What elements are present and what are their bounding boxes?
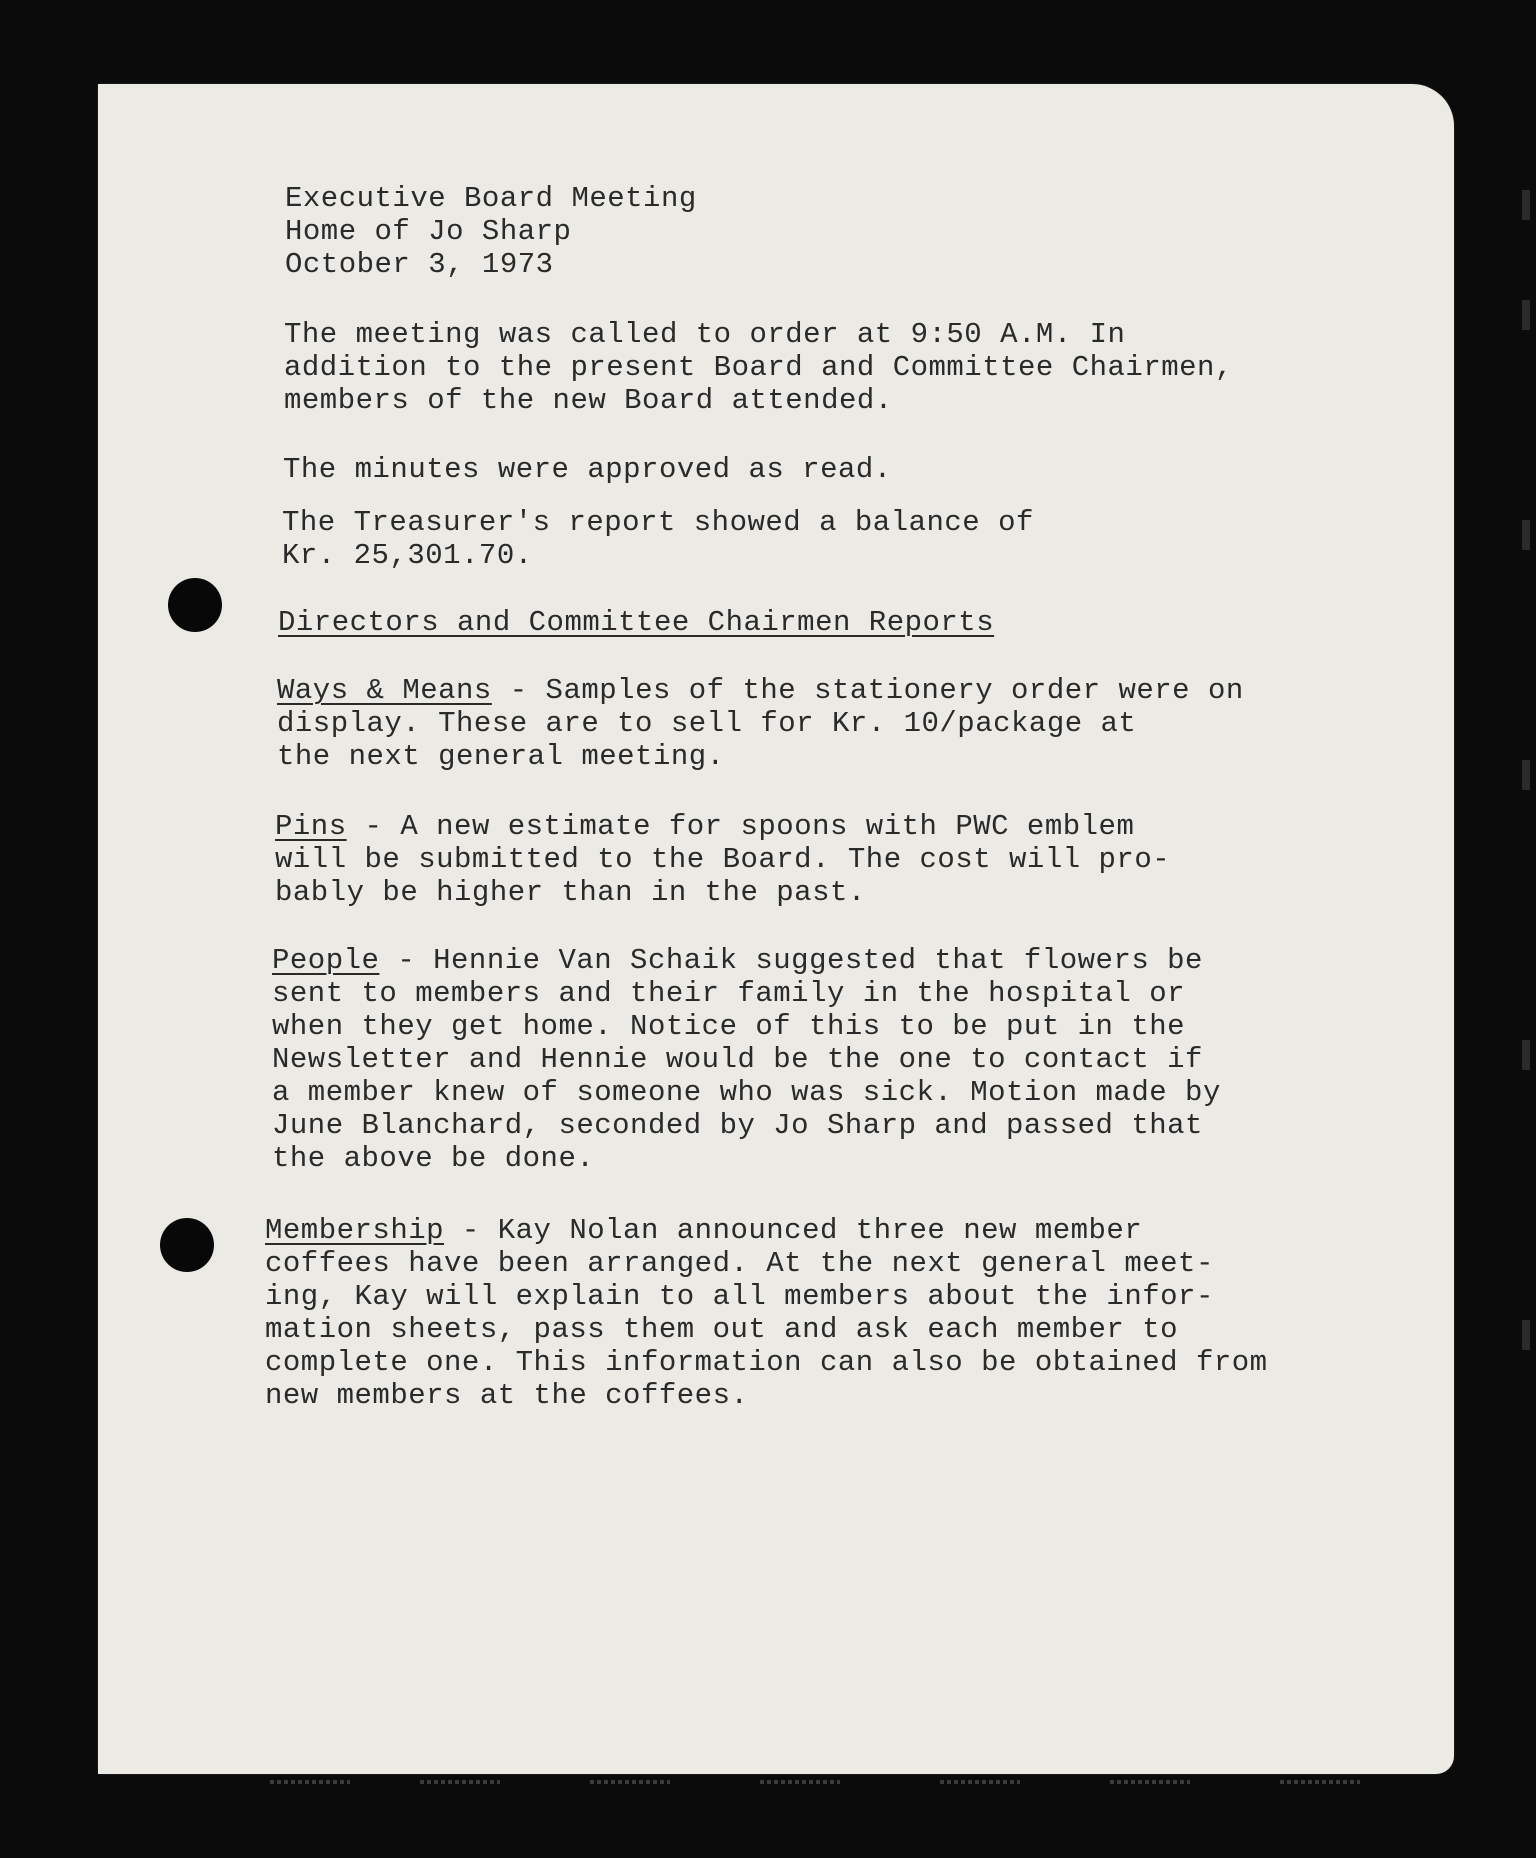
text-line: Kr. 25,301.70. bbox=[282, 539, 533, 572]
text-line: addition to the present Board and Committee Chairmen, bbox=[284, 351, 1233, 384]
edge-mark bbox=[1522, 1040, 1530, 1070]
text-line: when they get home. Notice of this to be put in the bbox=[272, 1010, 1186, 1043]
text-line: complete one. This information can also be obtained from bbox=[265, 1346, 1268, 1379]
meeting-date: October 3, 1973 bbox=[285, 248, 554, 281]
meeting-location: Home of Jo Sharp bbox=[285, 215, 572, 248]
section-heading: Directors and Committee Chairmen Reports bbox=[278, 606, 995, 639]
binder-mark bbox=[270, 1780, 350, 1784]
text-line: The meeting was called to order at 9:50 A.M. In bbox=[284, 318, 1126, 351]
text-line: display. These are to sell for Kr. 10/package at bbox=[277, 707, 1137, 740]
text-line: bably be higher than in the past. bbox=[275, 876, 866, 909]
edge-mark bbox=[1522, 190, 1530, 220]
binder-mark bbox=[1280, 1780, 1360, 1784]
text-line: the next general meeting. bbox=[277, 740, 725, 773]
text-line: sent to members and their family in the hospital or bbox=[272, 977, 1186, 1010]
text-line: June Blanchard, seconded by Jo Sharp and passed that bbox=[272, 1109, 1203, 1142]
text-line: ing, Kay will explain to all members about the infor- bbox=[265, 1280, 1214, 1313]
binder-mark bbox=[420, 1780, 500, 1784]
text-line: - Hennie Van Schaik suggested that flowers be bbox=[379, 944, 1203, 977]
pins-section bbox=[275, 810, 1170, 909]
subsection-title: Membership bbox=[265, 1214, 445, 1247]
membership-section bbox=[265, 1214, 1268, 1412]
punch-hole-bottom bbox=[160, 1218, 214, 1272]
text-line: new members at the coffees. bbox=[265, 1379, 749, 1412]
edge-mark bbox=[1522, 520, 1530, 550]
subsection-title: Pins bbox=[275, 810, 347, 843]
edge-mark bbox=[1522, 760, 1530, 790]
text-line: - A new estimate for spoons with PWC emblem bbox=[346, 810, 1135, 843]
treasurer-paragraph bbox=[282, 506, 1034, 572]
binder-mark bbox=[940, 1780, 1020, 1784]
opening-paragraph bbox=[284, 318, 1233, 417]
text-line: mation sheets, pass them out and ask each member to bbox=[265, 1313, 1179, 1346]
binder-mark bbox=[590, 1780, 670, 1784]
subsection-title: Ways & Means bbox=[277, 674, 492, 707]
punch-hole-top bbox=[168, 578, 222, 632]
edge-mark bbox=[1522, 300, 1530, 330]
text-line: - Kay Nolan announced three new member bbox=[444, 1214, 1143, 1247]
text-line: the above be done. bbox=[272, 1142, 595, 1175]
meeting-header bbox=[285, 182, 697, 281]
people-section bbox=[272, 944, 1221, 1175]
text-line: a member knew of someone who was sick. Motion made by bbox=[272, 1076, 1221, 1109]
ways-means-section bbox=[277, 674, 1244, 773]
text-line: The Treasurer's report showed a balance of bbox=[282, 506, 1034, 539]
text-line: members of the new Board attended. bbox=[284, 384, 893, 417]
text-line: will be submitted to the Board. The cost will pro- bbox=[275, 843, 1171, 876]
minutes-paragraph bbox=[283, 453, 892, 486]
text-line: The minutes were approved as read. bbox=[283, 453, 892, 486]
subsection-title: People bbox=[272, 944, 380, 977]
text-line: coffees have been arranged. At the next general meet- bbox=[265, 1247, 1214, 1280]
text-line: Newsletter and Hennie would be the one to contact if bbox=[272, 1043, 1203, 1076]
reports-heading bbox=[278, 606, 994, 639]
edge-mark bbox=[1522, 1320, 1530, 1350]
meeting-title: Executive Board Meeting bbox=[285, 182, 697, 215]
binder-mark bbox=[1110, 1780, 1190, 1784]
binder-mark bbox=[760, 1780, 840, 1784]
text-line: - Samples of the stationery order were on bbox=[491, 674, 1244, 707]
